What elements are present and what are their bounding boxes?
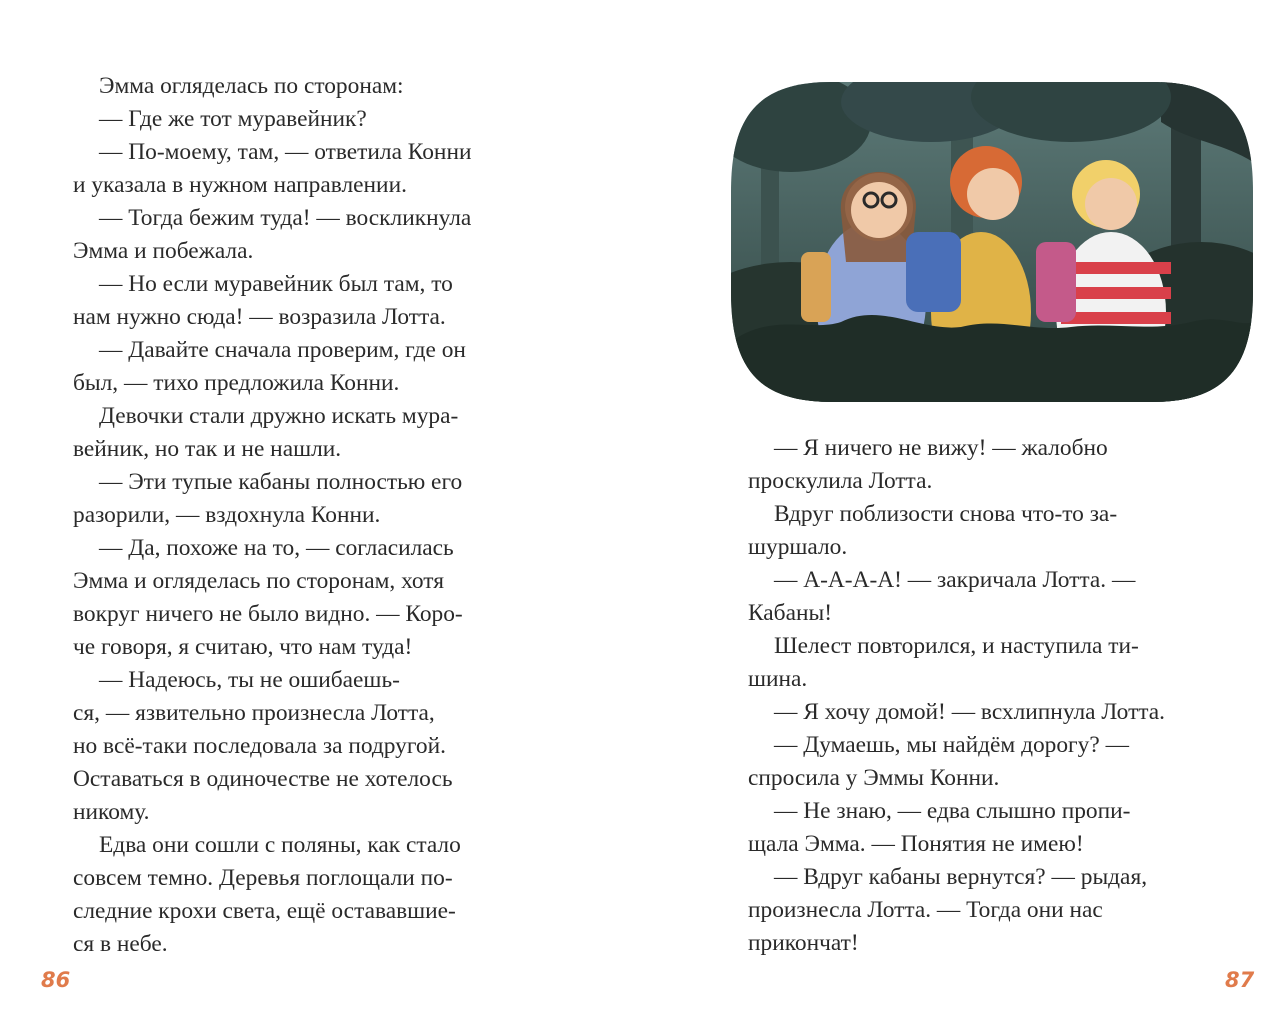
- text-line: ся в небе.: [73, 931, 168, 957]
- text-line: щала Эмма. — Понятия не имею!: [748, 831, 1084, 857]
- forest-illustration: [731, 82, 1253, 402]
- text-line: но всё-таки последовала за подругой.: [73, 733, 446, 759]
- text-line: — Не знаю, — едва слышно пропи-: [774, 798, 1131, 824]
- text-line: никому.: [73, 799, 150, 825]
- text-line: — Где же тот муравейник?: [99, 106, 367, 132]
- text-line: и указала в нужном направлении.: [73, 172, 407, 198]
- text-line: — Вдруг кабаны вернутся? — рыдая,: [774, 864, 1148, 890]
- text-line: разорили, — вздохнула Конни.: [73, 502, 381, 528]
- text-line: совсем темно. Деревья поглощали по-: [73, 865, 453, 891]
- text-line: произнесла Лотта. — Тогда они нас: [748, 897, 1103, 923]
- text-line: Девочки стали дружно искать мура-: [99, 403, 459, 429]
- text-line: — Давайте сначала проверим, где он: [99, 337, 466, 363]
- left-page-text: [73, 70, 543, 961]
- text-line: Оставаться в одиночестве не хотелось: [73, 766, 453, 792]
- text-line: че говоря, я считаю, что нам туда!: [73, 634, 413, 660]
- text-line: — Думаешь, мы найдём дорогу? —: [774, 732, 1129, 758]
- page-number-left: 86: [41, 968, 71, 992]
- text-line: — А-А-А-А! — закричала Лотта. —: [774, 567, 1136, 593]
- text-line: Эмма огляделась по сторонам:: [99, 73, 404, 99]
- text-line: — Надеюсь, ты не ошибаешь-: [99, 667, 400, 693]
- text-line: — Я ничего не вижу! — жалобно: [774, 435, 1108, 461]
- text-line: нам нужно сюда! — возразила Лотта.: [73, 304, 446, 330]
- text-line: Шелест повторился, и наступила ти-: [774, 633, 1139, 659]
- right-page-text: [748, 432, 1218, 960]
- text-line: был, — тихо предложила Конни.: [73, 370, 400, 396]
- text-line: — Но если муравейник был там, то: [99, 271, 453, 297]
- text-line: Вдруг поблизости снова что-то за-: [774, 501, 1118, 527]
- text-line: спросила у Эммы Конни.: [748, 765, 1000, 791]
- text-line: вейник, но так и не нашли.: [73, 436, 342, 462]
- text-line: — Я хочу домой! — всхлипнула Лотта.: [774, 699, 1166, 725]
- text-line: Эмма и побежала.: [73, 238, 254, 264]
- text-line: — По-моему, там, — ответила Конни: [99, 139, 472, 165]
- text-line: проскулила Лотта.: [748, 468, 933, 494]
- text-line: прикончат!: [748, 930, 859, 956]
- text-line: ся, — язвительно произнесла Лотта,: [73, 700, 435, 726]
- text-line: вокруг ничего не было видно. — Коро-: [73, 601, 463, 627]
- text-line: — Да, похоже на то, — согласилась: [99, 535, 454, 561]
- text-line: Кабаны!: [748, 600, 832, 626]
- right-page: [639, 0, 1278, 1028]
- text-line: Эмма и огляделась по сторонам, хотя: [73, 568, 444, 594]
- text-line: шина.: [748, 666, 808, 692]
- text-line: — Тогда бежим туда! — воскликнула: [99, 205, 472, 231]
- page-number-right: 87: [1225, 968, 1255, 992]
- text-line: — Эти тупые кабаны полностью его: [99, 469, 463, 495]
- text-line: следние крохи света, ещё остававшие-: [73, 898, 456, 924]
- text-line: Едва они сошли с поляны, как стало: [99, 832, 461, 858]
- text-line: шуршало.: [748, 534, 848, 560]
